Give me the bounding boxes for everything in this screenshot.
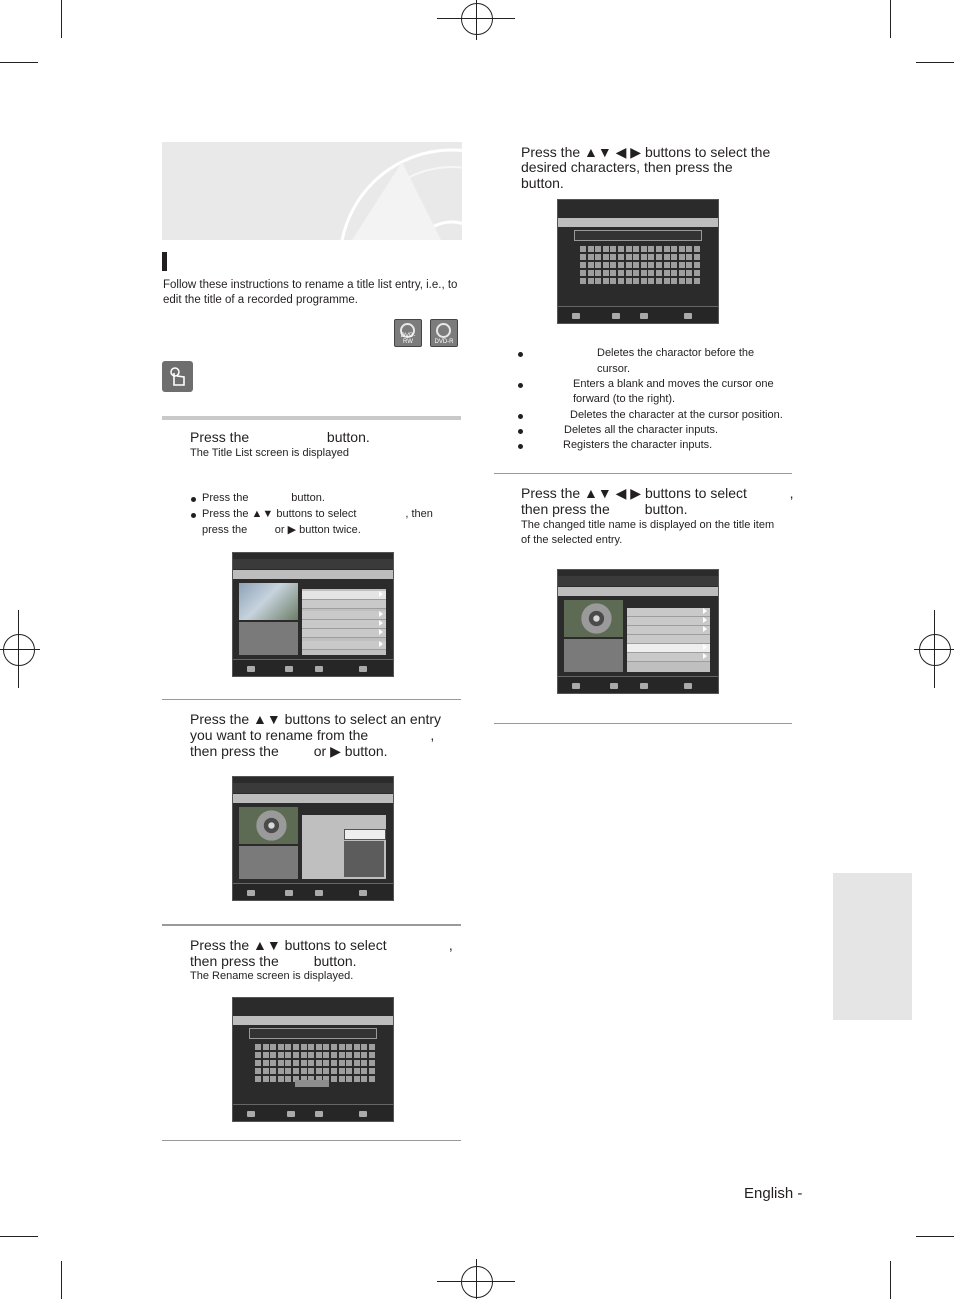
keyboard-key <box>679 254 685 260</box>
keyboard-key <box>626 254 632 260</box>
keyboard-key <box>346 1076 352 1082</box>
disc-graphic <box>162 142 462 240</box>
keyboard-key <box>339 1060 345 1066</box>
crop-mark <box>18 610 19 688</box>
keyboard-key <box>339 1068 345 1074</box>
keyboard-key <box>580 246 586 252</box>
dvd-r-icon: DVD-R <box>430 319 458 347</box>
keyboard-key <box>694 246 700 252</box>
keyboard-key <box>278 1044 284 1050</box>
section-marker <box>162 252 167 271</box>
step5-line2: then press the button. <box>521 501 688 517</box>
remote-hand-icon <box>162 361 193 392</box>
title-list-screen-1 <box>232 552 394 677</box>
bullet <box>191 513 196 518</box>
keyboard-key <box>603 270 609 276</box>
keyboard-key <box>369 1044 375 1050</box>
crop-mark <box>61 1261 62 1299</box>
step-divider <box>162 924 461 926</box>
keyboard-key <box>588 278 594 284</box>
keyboard-key <box>285 1052 291 1058</box>
keyboard-key <box>263 1060 269 1066</box>
keyboard-key <box>270 1052 276 1058</box>
keyboard-key <box>361 1052 367 1058</box>
step1-bullet1: Press the button. <box>202 492 325 504</box>
keyboard-key <box>323 1052 329 1058</box>
keyboard-key <box>354 1076 360 1082</box>
keyboard-key <box>369 1068 375 1074</box>
keyboard-key <box>339 1052 345 1058</box>
crop-mark <box>61 0 62 38</box>
keyboard-key <box>308 1044 314 1050</box>
crop-mark <box>0 62 38 63</box>
bullet <box>518 429 523 434</box>
step1-bullet2b: press the or ▶ button twice. <box>202 524 361 536</box>
keyboard-key <box>323 1060 329 1066</box>
keyboard-key <box>301 1068 307 1074</box>
keyboard-key <box>648 254 654 260</box>
keyboard-key <box>316 1044 322 1050</box>
rename-screen-2 <box>557 199 719 324</box>
keyboard-key <box>580 262 586 268</box>
keyboard-key <box>331 1060 337 1066</box>
step4-line2: desired characters, then press the <box>521 159 733 175</box>
keyboard-key <box>656 278 662 284</box>
registration-mark <box>3 634 35 666</box>
keyboard-key <box>603 254 609 260</box>
keyboard-key <box>641 278 647 284</box>
keyboard-key <box>633 262 639 268</box>
keyboard-key <box>679 278 685 284</box>
step3-line1: Press the ▲▼ buttons to select , <box>190 937 453 953</box>
keyboard-key <box>595 246 601 252</box>
crop-mark <box>916 1236 954 1237</box>
keyboard-key <box>293 1068 299 1074</box>
keyboard-key <box>648 270 654 276</box>
keyboard-key <box>648 246 654 252</box>
keyboard-key <box>293 1052 299 1058</box>
crop-mark <box>934 610 935 688</box>
chapter-side-tab <box>833 873 912 1020</box>
keyboard-key <box>671 278 677 284</box>
bullet <box>191 497 196 502</box>
crop-mark <box>476 1259 477 1299</box>
step-divider <box>162 699 461 700</box>
step4-line1: Press the ▲▼ ◀ ▶ buttons to select the <box>521 144 771 160</box>
section-divider <box>162 416 461 420</box>
keyboard-key <box>595 270 601 276</box>
step5-sub1: The changed title name is displayed on the title item <box>521 519 775 531</box>
crop-mark <box>916 62 954 63</box>
keyboard-key <box>595 254 601 260</box>
keyboard-key <box>285 1044 291 1050</box>
crop-mark <box>476 0 477 40</box>
keyboard-key <box>610 262 616 268</box>
keyboard-key <box>686 254 692 260</box>
keyboard-key <box>686 278 692 284</box>
keyboard-key <box>671 270 677 276</box>
keyboard-key <box>633 278 639 284</box>
keyboard-key <box>285 1076 291 1082</box>
keyboard-key <box>270 1076 276 1082</box>
note-2-line1: Enters a blank and moves the cursor one <box>573 378 774 390</box>
keyboard-key <box>686 262 692 268</box>
keyboard-key <box>694 254 700 260</box>
keyboard-key <box>618 270 624 276</box>
rename-screen-1 <box>232 997 394 1122</box>
title-list-screen-2 <box>232 776 394 901</box>
keyboard-key <box>301 1052 307 1058</box>
keyboard-key <box>255 1068 261 1074</box>
step1-subtext: The Title List screen is displayed <box>190 447 349 459</box>
keyboard-key <box>648 278 654 284</box>
keyboard-key <box>255 1076 261 1082</box>
keyboard-key <box>263 1076 269 1082</box>
keyboard-key <box>641 246 647 252</box>
keyboard-key <box>656 246 662 252</box>
keyboard-key <box>339 1044 345 1050</box>
keyboard-key <box>346 1044 352 1050</box>
step4-line3: button. <box>521 175 564 191</box>
keyboard-key <box>308 1068 314 1074</box>
keyboard-key <box>610 254 616 260</box>
crop-mark <box>890 0 891 38</box>
keyboard-key <box>580 254 586 260</box>
keyboard-key <box>656 270 662 276</box>
keyboard-key <box>278 1060 284 1066</box>
keyboard-key <box>346 1052 352 1058</box>
keyboard-key <box>308 1060 314 1066</box>
note-4-line1: Deletes all the character inputs. <box>564 424 719 436</box>
registration-mark <box>461 3 493 35</box>
keyboard-key <box>316 1052 322 1058</box>
keyboard-key <box>255 1044 261 1050</box>
step1-bullet2a: Press the ▲▼ buttons to select , then <box>202 508 433 520</box>
header-banner <box>162 142 462 240</box>
title-list-screen-3 <box>557 569 719 694</box>
step2-line2: you want to rename from the , <box>190 727 435 743</box>
keyboard-key <box>331 1076 337 1082</box>
step3-subtext: The Rename screen is displayed. <box>190 970 354 982</box>
keyboard-key <box>278 1052 284 1058</box>
keyboard-key <box>354 1060 360 1066</box>
keyboard-key <box>656 254 662 260</box>
keyboard-key <box>694 278 700 284</box>
note-3-line1: Deletes the character at the cursor position. <box>570 409 783 421</box>
keyboard-key <box>664 254 670 260</box>
keyboard-key <box>610 270 616 276</box>
note-1-line1: Deletes the charactor before the <box>597 347 755 359</box>
keyboard-key <box>679 246 685 252</box>
step-divider <box>494 723 792 724</box>
keyboard-key <box>588 254 594 260</box>
keyboard-key <box>354 1068 360 1074</box>
keyboard-key <box>694 262 700 268</box>
crop-mark <box>0 649 40 650</box>
keyboard-key <box>323 1068 329 1074</box>
keyboard-key <box>603 262 609 268</box>
note-1-line2: cursor. <box>597 363 631 375</box>
step1-instruction: Press the button. <box>190 429 370 445</box>
crop-mark <box>890 1261 891 1299</box>
step-divider <box>162 1140 461 1141</box>
keyboard-key <box>316 1068 322 1074</box>
keyboard-key <box>331 1044 337 1050</box>
keyboard-key <box>339 1076 345 1082</box>
keyboard-key <box>270 1060 276 1066</box>
step-divider <box>494 473 792 474</box>
keyboard-key <box>618 278 624 284</box>
keyboard-key <box>323 1044 329 1050</box>
keyboard-key <box>671 254 677 260</box>
keyboard-key <box>679 270 685 276</box>
keyboard-key <box>263 1052 269 1058</box>
keyboard-key <box>618 262 624 268</box>
keyboard-key <box>603 278 609 284</box>
step5-line1: Press the ▲▼ ◀ ▶ buttons to select , <box>521 485 794 501</box>
keyboard-key <box>361 1068 367 1074</box>
keyboard-key <box>656 262 662 268</box>
keyboard-key <box>278 1076 284 1082</box>
keyboard-key <box>354 1044 360 1050</box>
keyboard-key <box>270 1068 276 1074</box>
keyboard-key <box>301 1044 307 1050</box>
keyboard-key <box>626 262 632 268</box>
bullet <box>518 383 523 388</box>
keyboard-key <box>285 1060 291 1066</box>
keyboard-key <box>671 246 677 252</box>
keyboard-key <box>641 254 647 260</box>
keyboard-key <box>331 1052 337 1058</box>
step2-line3: then press the or ▶ button. <box>190 743 388 759</box>
registration-mark <box>461 1266 493 1298</box>
step3-line2: then press the button. <box>190 953 357 969</box>
keyboard-key <box>308 1052 314 1058</box>
keyboard-key <box>626 270 632 276</box>
keyboard-key <box>588 262 594 268</box>
step2-line1: Press the ▲▼ buttons to select an entry <box>190 711 442 727</box>
keyboard-key <box>361 1060 367 1066</box>
keyboard-key <box>595 278 601 284</box>
keyboard-key <box>255 1060 261 1066</box>
keyboard-key <box>263 1044 269 1050</box>
keyboard-key <box>361 1044 367 1050</box>
keyboard-key <box>588 246 594 252</box>
keyboard-key <box>664 278 670 284</box>
keyboard-key <box>588 270 594 276</box>
note-5-line1: Registers the character inputs. <box>563 439 713 451</box>
keyboard-key <box>671 262 677 268</box>
keyboard-key <box>686 246 692 252</box>
keyboard-key <box>626 246 632 252</box>
keyboard-key <box>263 1068 269 1074</box>
keyboard-key <box>664 270 670 276</box>
keyboard-key <box>361 1076 367 1082</box>
keyboard-key <box>633 254 639 260</box>
keyboard-key <box>686 270 692 276</box>
bullet <box>518 444 523 449</box>
registration-mark <box>919 634 951 666</box>
keyboard-key <box>641 262 647 268</box>
bullet <box>518 414 523 419</box>
keyboard-key <box>278 1068 284 1074</box>
keyboard-key <box>369 1076 375 1082</box>
keyboard-key <box>610 278 616 284</box>
step5-sub2: of the selected entry. <box>521 534 623 546</box>
keyboard-key <box>603 246 609 252</box>
keyboard-key <box>641 270 647 276</box>
keyboard-key <box>346 1060 352 1066</box>
keyboard-key <box>285 1068 291 1074</box>
page-footer-label: English - <box>744 1185 803 1202</box>
keyboard-key <box>618 254 624 260</box>
bullet <box>518 352 523 357</box>
keyboard-key <box>648 262 654 268</box>
keyboard-key <box>293 1044 299 1050</box>
keyboard-key <box>618 246 624 252</box>
keyboard-key <box>664 246 670 252</box>
keyboard-key <box>679 262 685 268</box>
keyboard-key <box>255 1052 261 1058</box>
keyboard-key <box>316 1060 322 1066</box>
crop-mark <box>0 1236 38 1237</box>
keyboard-key <box>580 270 586 276</box>
keyboard-key <box>626 278 632 284</box>
keyboard-key <box>331 1068 337 1074</box>
keyboard-key <box>664 262 670 268</box>
keyboard-key <box>346 1068 352 1074</box>
keyboard-key <box>580 278 586 284</box>
intro-text: Follow these instructions to rename a title list entry, i.e., to edit the title of a recorded programme. <box>163 279 458 306</box>
keyboard-key <box>633 270 639 276</box>
keyboard-key <box>610 246 616 252</box>
dvd-rw-icon: DVD-RW <box>394 319 422 347</box>
keyboard-key <box>369 1060 375 1066</box>
keyboard-key <box>293 1060 299 1066</box>
note-2-line2: forward (to the right). <box>573 393 676 405</box>
keyboard-key <box>633 246 639 252</box>
keyboard-key <box>694 270 700 276</box>
keyboard-key <box>354 1052 360 1058</box>
keyboard-key <box>595 262 601 268</box>
keyboard-key <box>301 1060 307 1066</box>
keyboard-key <box>270 1044 276 1050</box>
keyboard-key <box>369 1052 375 1058</box>
